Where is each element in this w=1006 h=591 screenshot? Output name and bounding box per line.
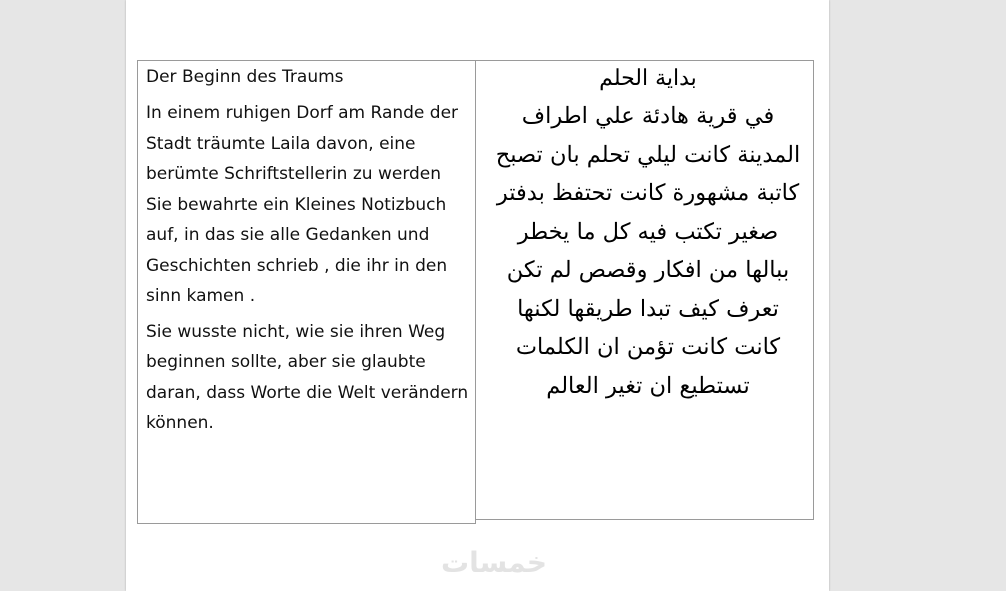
arabic-line: ببالها من افكار وقصص لم تكن	[506, 257, 790, 283]
arabic-line: كاتبة مشهورة كانت تحتفظ بدفتر	[496, 180, 800, 206]
german-title: Der Beginn des Traums	[146, 67, 344, 87]
arabic-line: في قرية هادئة علي اطراف	[521, 103, 775, 129]
arabic-line: المدينة كانت ليلي تحلم بان تصبح	[495, 141, 801, 168]
german-paragraph-2: Sie wusste nicht, wie sie ihren Weg beginnen sollte, aber sie glaubte daran, dass Worte die Welt verändern können.	[146, 321, 469, 433]
arabic-text	[490, 63, 806, 405]
german-text	[146, 65, 472, 444]
german-text-box[interactable]	[137, 60, 476, 524]
arabic-title: بداية الحلم	[599, 66, 697, 91]
watermark-logo: خمسات	[441, 546, 548, 579]
german-paragraph-1: In einem ruhigen Dorf am Rande der Stadt träumte Laila davon, eine berümte Schriftstellerin zu werden Sie bewahrte ein Kleines Notizbuch auf, in das sie alle Gedanken und Geschichten schrieb , die ihr in den sinn kamen .	[146, 103, 459, 306]
arabic-line: كانت كانت تؤمن ان الكلمات	[515, 334, 781, 360]
arabic-line: تعرف كيف تبدا طريقها لكنها	[517, 295, 779, 322]
document-page	[126, 0, 829, 591]
arabic-line: تستطيع ان تغير العالم	[546, 372, 750, 399]
arabic-text-box[interactable]	[475, 60, 814, 520]
arabic-line: صغير تكتب فيه كل ما يخطر	[517, 218, 779, 245]
